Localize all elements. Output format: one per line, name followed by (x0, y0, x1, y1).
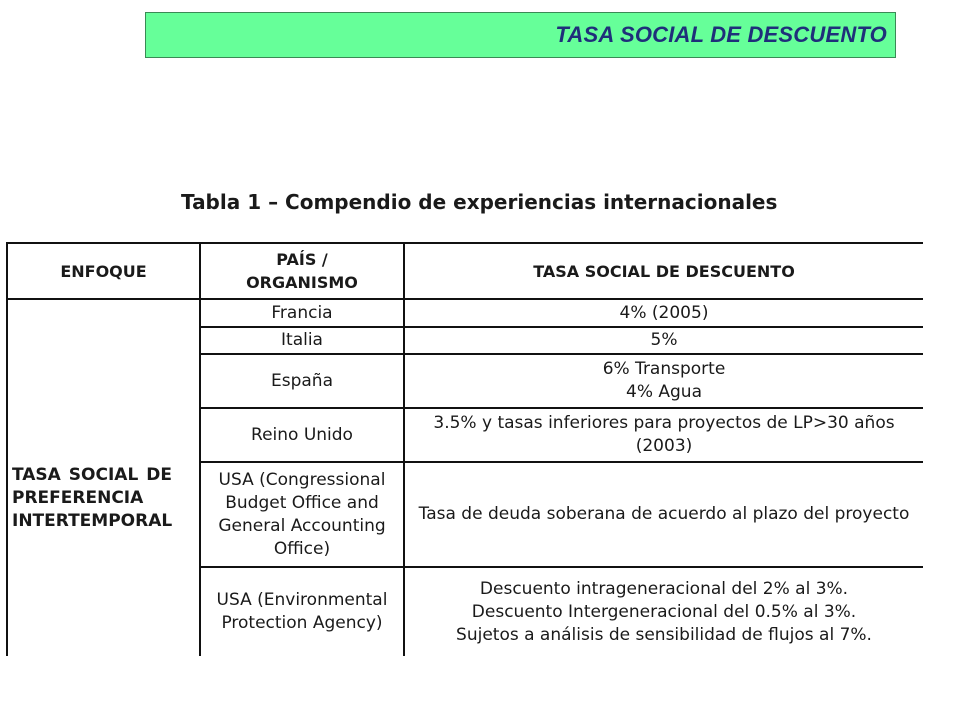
tasa-cell: 4% (2005) (404, 299, 923, 327)
tasa-cell: Tasa de deuda soberana de acuerdo al plazo del proyecto (404, 462, 923, 567)
tasa-line: 4% Agua (626, 382, 702, 402)
table-container (6, 242, 923, 656)
pais-cell: USA (Congressional Budget Office and General Accounting Office) (200, 462, 404, 567)
table-row (7, 299, 923, 327)
tasa-cell (404, 567, 923, 656)
tasa-line: Descuento intrageneracional del 2% al 3%. (479, 578, 849, 599)
tasa-line: Descuento Intergeneracional del 0.5% al 3%. (471, 601, 857, 622)
pais-cell: Italia (200, 327, 404, 354)
discount-rate-table (6, 242, 923, 656)
tasa-line: Sujetos a análisis de sensibilidad de flujos al 7%. (456, 624, 872, 645)
header-banner (145, 12, 896, 58)
table-header-row (7, 243, 923, 299)
tasa-cell: 5% (404, 327, 923, 354)
slide-title: TASA SOCIAL DE DESCUENTO (555, 22, 887, 47)
column-header-tasa: TASA SOCIAL DE DESCUENTO (404, 243, 923, 299)
pais-cell: Reino Unido (200, 408, 404, 462)
column-header-enfoque: ENFOQUE (7, 243, 200, 299)
pais-cell: USA (Environmental Protection Agency) (200, 567, 404, 656)
tasa-line: 6% Transporte (602, 359, 726, 379)
table-caption: Tabla 1 – Compendio de experiencias internacionales (181, 190, 778, 214)
pais-cell: España (200, 354, 404, 408)
tasa-cell: 3.5% y tasas inferiores para proyectos de LP>30 años (2003) (404, 408, 923, 462)
column-header-pais: PAÍS / ORGANISMO (200, 243, 404, 299)
enfoque-label: TASA SOCIAL DE PREFERENCIA INTERTEMPORAL (12, 464, 173, 531)
enfoque-cell (7, 299, 200, 656)
tasa-cell (404, 354, 923, 408)
pais-cell: Francia (200, 299, 404, 327)
